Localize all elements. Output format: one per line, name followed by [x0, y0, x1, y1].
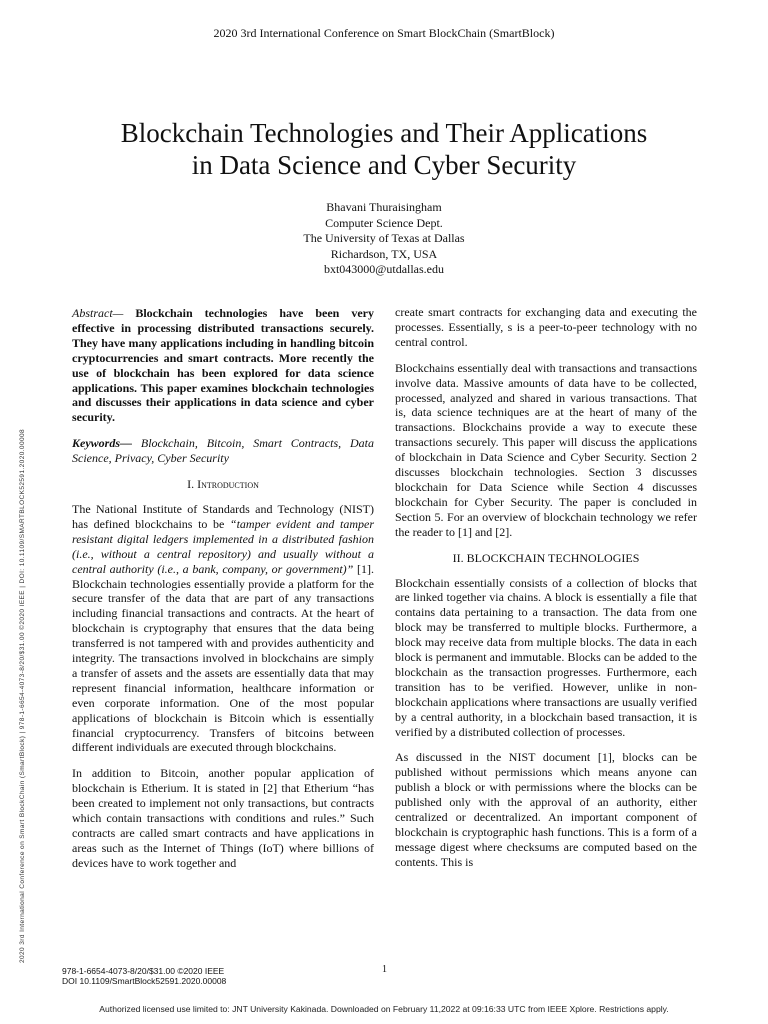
- right-column: [395, 305, 697, 881]
- abstract-text: Blockchain technologies have been very effective in processing distributed transactions securely. They have many applications including in handling bitcoin cryptocurrencies and smart contracts. More recently the use of blockchain has been explored for data science applications. This paper examines blockchain technologies and discusses their applications in data science and cyber security.: [72, 306, 374, 425]
- license-notice: Authorized licensed use limited to: JNT University Kakinada. Downloaded on February 11,2022 at 09:16:33 UTC from IEEE Xplore. Restrictions apply.: [99, 1004, 669, 1014]
- conference-header: 2020 3rd International Conference on Smart BlockChain (SmartBlock): [213, 26, 555, 40]
- section-heading-blockchain-technologies: II. BLOCKCHAIN TECHNOLOGIES: [452, 550, 640, 565]
- author-university: The University of Texas at Dallas: [303, 231, 465, 246]
- intro-paragraph-2: In addition to Bitcoin, another popular application of blockchain is Etherium. It is stated in [2] that Etherium “has been created to implement not only transactions, but contracts which contain transactions with conditions and rules.” Such contracts are called smart contracts and have applications in areas such as the Internet of Things (IoT) where billions of devices have to work together and: [72, 766, 374, 870]
- abstract: [72, 306, 374, 425]
- footer-identifiers: [62, 966, 226, 986]
- intro-paragraph-4: Blockchains essentially deal with transactions and transactions involve data. Massive amounts of data have to be collected, processed, analyzed and shared in various transactions. That is, data science techniques are at the heart of many of the transactions. Blockchains provide a way to execute these transactions securely. This paper will discuss the applications of blockchain in Data Science and Cyber Security. Section 2 discusses blockchain technologies. Section 3 discusses blockchain for Data Science while Section 4 discusses blockchain for Cyber Security. The paper is concluded in Section 5. For an overview of blockchain technology we refer the reader to [1] and [2].: [395, 360, 697, 539]
- blockchain-paragraph-1: Blockchain essentially consists of a collection of blocks that are linked together via chains. A block is essentially a file that contains data pertaining to a transaction. The data from one block may be transferred to multiple blocks. Furthermore, a block may receive data from multiple blocks. The data in each block is permanent and immutable. Blocks can be added to the blockchain as the transaction progresses. Furthermore, each transition has to be verified. However, unlike in non-blockchain applications where transactions are usually verified by a central authority, in a blockchain based transaction, it is verified by a distributed collection of processes.: [395, 575, 697, 739]
- intro-paragraph-1: [72, 502, 374, 755]
- paper-title-line-1: Blockchain Technologies and Their Applications: [120, 118, 648, 148]
- left-column: [72, 306, 374, 882]
- author-block: [0, 200, 768, 278]
- footer-doi: DOI 10.1109/SmartBlock52591.2020.00008: [62, 976, 227, 986]
- author-location: Richardson, TX, USA: [330, 246, 438, 261]
- abstract-label: Abstract—: [72, 306, 124, 320]
- page-number: 1: [382, 964, 387, 975]
- intro-p1-part1: The National Institute of Standards and Technology (NIST) has defined blockchains to be: [72, 501, 374, 531]
- section-heading-introduction: I. Introduction: [187, 477, 259, 492]
- paper-title: [0, 117, 768, 181]
- keywords-label: Keywords—: [72, 436, 132, 451]
- author-name: Bhavani Thuraisingham: [326, 200, 442, 214]
- paper-title-line-2: in Data Science and Cyber Security: [191, 150, 577, 180]
- author-email: bxt043000@utdallas.edu: [323, 262, 445, 277]
- intro-paragraph-3: create smart contracts for exchanging data and executing the processes. Essentially, s is a peer-to-peer technology with no central control.: [395, 305, 697, 349]
- author-dept: Computer Science Dept.: [325, 215, 443, 230]
- side-citation-note: 2020 3rd International Conference on Smart BlockChain (SmartBlock) | 978-1-6654-4073-8/20/$31.00 ©2020 IEEE | DOI: 10.1109/SMARTBLOCK52591.2020.00008: [19, 428, 26, 963]
- intro-p1-part2: [1]. Blockchain technologies essentially provide a platform for the secure transfer of the data that are part of any transactions including financial transactions and contracts. At the heart of blockchain is cryptography that ensures that the data being transferred is not tampered with and provides authenticity and integrity. The transactions involved in blockchains are simply a transfer of assets and the assets are essentially data that may represent financial information, healthcare information or even corporate information. One of the most popular applications of blockchain is Bitcoin which is essentially financial cryptocurrency. Transfers of bitcoins between different individuals are executed through blockchains.: [72, 561, 374, 755]
- keywords: [72, 436, 374, 466]
- blockchain-paragraph-2: As discussed in the NIST document [1], blocks can be published without permissions which means anyone can publish a block or with permissions where the blocks can be published only with the approval of an authority, either centralized or decentralized. An important component of blockchain is cryptographic hash functions. This is a form of a message digest where checksums are computed based on the contents. This is: [395, 750, 697, 869]
- nist-definition-quote: “tamper evident and tamper resistant digital ledgers implemented in a distributed fashion (i.e., without a central repository) and usually without a central authority (i.e., a bank, company, or government)”: [72, 516, 374, 576]
- keywords-text: Blockchain, Bitcoin, Smart Contracts, Data Science, Privacy, Cyber Security: [72, 436, 374, 466]
- footer-isbn: 978-1-6654-4073-8/20/$31.00 ©2020 IEEE: [62, 966, 225, 976]
